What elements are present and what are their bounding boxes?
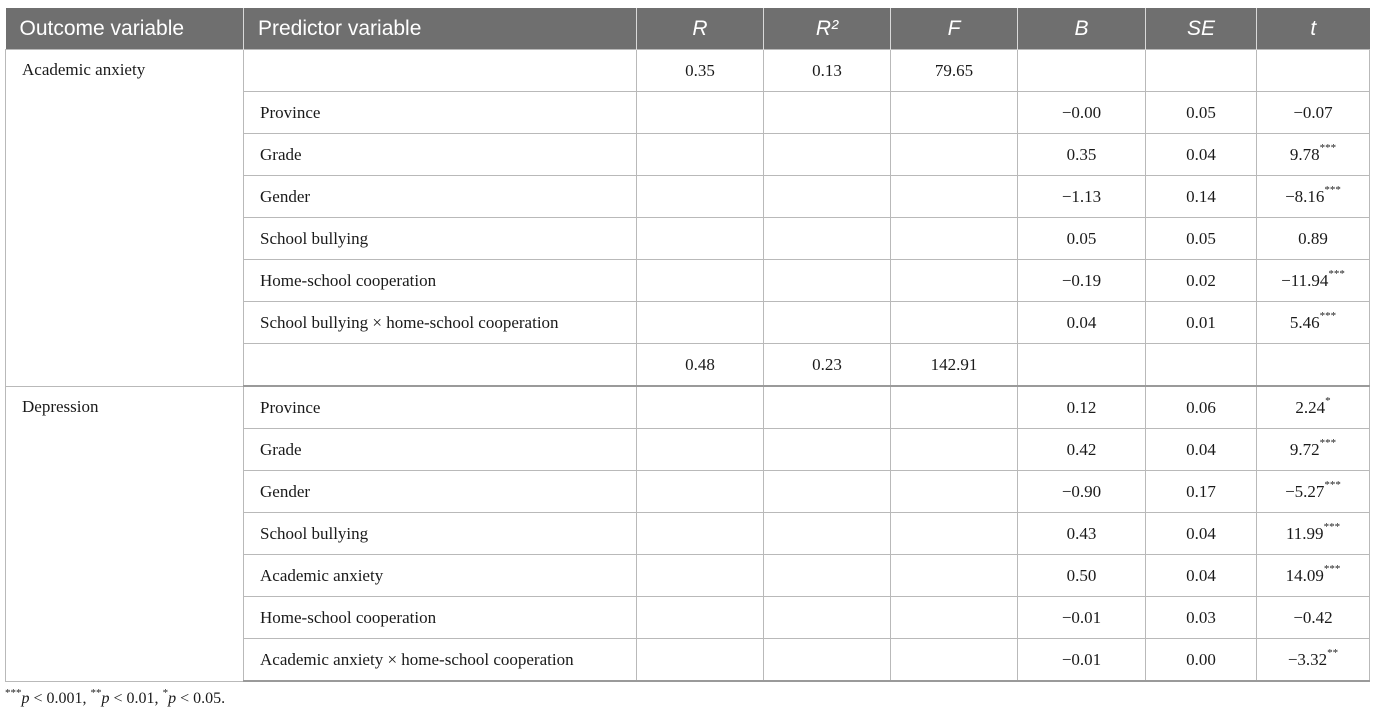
t-cell [1257,302,1370,344]
predictor-cell: Academic anxiety × home-school cooperation [244,639,637,682]
t-value: 9.72 [1289,439,1320,459]
note-threshold: < 0.001, [29,690,91,707]
b-cell [1018,344,1146,387]
r2-cell [764,218,891,260]
t-cell [1257,50,1370,92]
r-cell [637,260,764,302]
r-cell [637,386,764,429]
t-cell [1257,555,1370,597]
header-t: t [1257,8,1370,50]
se-cell: 0.04 [1146,429,1257,471]
f-cell [891,386,1018,429]
predictor-cell [244,344,637,387]
b-cell: −1.13 [1018,176,1146,218]
t-cell [1257,218,1370,260]
header-se: SE [1146,8,1257,50]
se-cell: 0.05 [1146,218,1257,260]
se-cell: 0.04 [1146,513,1257,555]
f-cell [891,176,1018,218]
table-header-row [6,8,1370,50]
note-threshold: < 0.01, [109,690,163,707]
predictor-cell: Gender [244,176,637,218]
se-cell: 0.05 [1146,92,1257,134]
significance-marker: *** [1319,309,1337,322]
se-cell: 0.01 [1146,302,1257,344]
significance-marker: *** [1328,267,1345,280]
b-cell: 0.50 [1018,555,1146,597]
predictor-cell: School bullying [244,218,637,260]
se-cell: 0.02 [1146,260,1257,302]
t-value: −5.27 [1285,481,1325,501]
t-cell [1257,134,1370,176]
b-cell: 0.35 [1018,134,1146,176]
t-cell [1257,597,1370,639]
b-cell: −0.00 [1018,92,1146,134]
r2-cell [764,555,891,597]
significance-marker: *** [1319,436,1337,449]
predictor-cell: Province [244,386,637,429]
se-cell: 0.17 [1146,471,1257,513]
r-cell [637,429,764,471]
predictor-cell: School bullying × home-school cooperation [244,302,637,344]
r-cell [637,176,764,218]
predictor-cell: Gender [244,471,637,513]
outcome-variable-cell: Depression [6,386,244,681]
r2-cell [764,471,891,513]
r-cell [637,92,764,134]
f-cell [891,555,1018,597]
r2-cell [764,429,891,471]
t-value: 9.78 [1289,144,1320,164]
t-value: −3.32 [1287,649,1328,669]
r2-cell [764,176,891,218]
r-cell [637,555,764,597]
f-cell [891,92,1018,134]
f-cell [891,302,1018,344]
se-cell: 0.14 [1146,176,1257,218]
f-cell [891,218,1018,260]
predictor-cell: Academic anxiety [244,555,637,597]
note-sig-3: *** [5,687,22,699]
t-value: 5.46 [1289,312,1320,332]
r2-cell [764,302,891,344]
r2-cell: 0.23 [764,344,891,387]
f-cell: 142.91 [891,344,1018,387]
b-cell: 0.42 [1018,429,1146,471]
t-value: 11.99 [1285,523,1324,543]
table-body [6,50,1370,682]
header-r: R [637,8,764,50]
note-sig-2: ** [90,687,102,699]
f-cell [891,471,1018,513]
predictor-cell: School bullying [244,513,637,555]
significance-marker: *** [1323,562,1341,575]
b-cell: 0.04 [1018,302,1146,344]
r2-cell [764,513,891,555]
t-cell [1257,92,1370,134]
se-cell: 0.03 [1146,597,1257,639]
t-value: 2.24 [1295,397,1326,417]
r-cell [637,597,764,639]
t-cell [1257,429,1370,471]
note-p: p [21,690,30,707]
predictor-cell: Grade [244,429,637,471]
predictor-cell: Province [244,92,637,134]
note-p: p [101,690,110,707]
r-cell [637,302,764,344]
note-p: p [168,690,177,707]
f-cell [891,513,1018,555]
t-cell [1257,639,1370,682]
se-cell: 0.06 [1146,386,1257,429]
significance-note [5,687,226,708]
table-row [6,386,1370,429]
r-cell: 0.48 [637,344,764,387]
t-value: −0.42 [1293,607,1333,627]
r2-cell [764,597,891,639]
b-cell: 0.12 [1018,386,1146,429]
t-value: −0.07 [1293,102,1333,122]
predictor-cell: Grade [244,134,637,176]
se-cell: 0.04 [1146,134,1257,176]
f-cell [891,260,1018,302]
t-value: −11.94 [1281,270,1329,290]
significance-marker: ** [1327,646,1339,659]
f-cell: 79.65 [891,50,1018,92]
se-cell [1146,344,1257,387]
significance-marker: *** [1323,520,1341,533]
r-cell [637,513,764,555]
header-predictor-variable: Predictor variable [244,8,637,50]
predictor-cell: Home-school cooperation [244,260,637,302]
r-cell [637,218,764,260]
b-cell: −0.01 [1018,597,1146,639]
r-cell [637,471,764,513]
significance-marker: * [1325,394,1331,407]
predictor-cell [244,50,637,92]
b-cell: −0.01 [1018,639,1146,682]
significance-marker: *** [1319,141,1337,154]
f-cell [891,639,1018,682]
t-cell [1257,386,1370,429]
b-cell: −0.19 [1018,260,1146,302]
se-cell [1146,50,1257,92]
b-cell: 0.05 [1018,218,1146,260]
significance-marker: *** [1324,478,1341,491]
table-row [6,50,1370,92]
note-threshold: < 0.05. [176,690,226,707]
t-cell [1257,471,1370,513]
se-cell: 0.00 [1146,639,1257,682]
t-value: 14.09 [1285,565,1324,585]
b-cell [1018,50,1146,92]
header-r-squared: R² [764,8,891,50]
significance-marker: *** [1324,183,1341,196]
r2-cell [764,134,891,176]
t-cell [1257,176,1370,218]
t-cell [1257,344,1370,387]
header-b: B [1018,8,1146,50]
header-outcome-variable: Outcome variable [6,8,244,50]
se-cell: 0.04 [1146,555,1257,597]
r-cell [637,639,764,682]
b-cell: −0.90 [1018,471,1146,513]
f-cell [891,597,1018,639]
f-cell [891,134,1018,176]
b-cell: 0.43 [1018,513,1146,555]
r-cell: 0.35 [637,50,764,92]
t-value: 0.89 [1298,228,1328,248]
r2-cell [764,639,891,682]
r2-cell: 0.13 [764,50,891,92]
r-cell [637,134,764,176]
note-sig-1: * [162,687,169,699]
t-cell [1257,260,1370,302]
t-value: −8.16 [1285,186,1325,206]
f-cell [891,429,1018,471]
r2-cell [764,260,891,302]
outcome-variable-cell: Academic anxiety [6,50,244,387]
r2-cell [764,386,891,429]
predictor-cell: Home-school cooperation [244,597,637,639]
header-f: F [891,8,1018,50]
r2-cell [764,92,891,134]
t-cell [1257,513,1370,555]
regression-table [5,8,1370,682]
